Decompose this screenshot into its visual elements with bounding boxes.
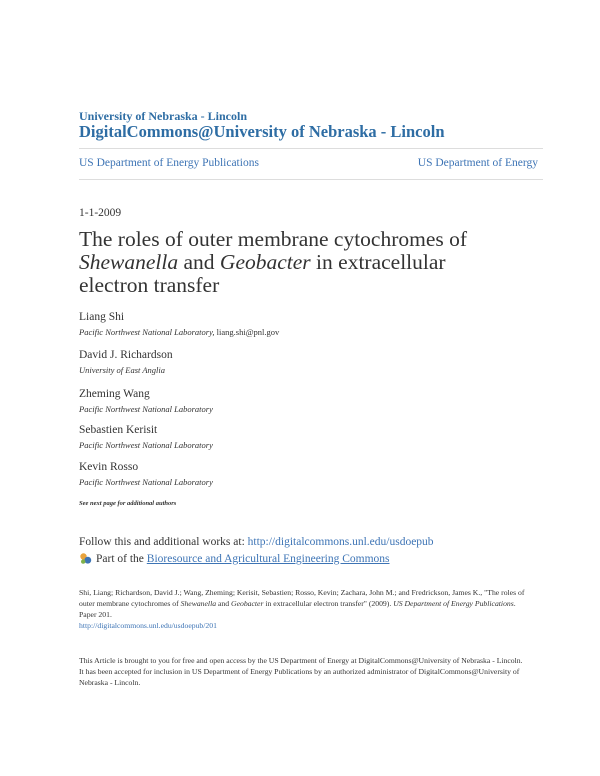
citation-text-3: in extracellular electron transfer" (2009). (263, 599, 394, 608)
commons-network-icon (79, 552, 92, 565)
citation-url-link[interactable]: http://digitalcommons.unl.edu/usdoepub/201 (79, 621, 217, 630)
header-divider-bottom (79, 179, 543, 180)
author-affiliation: Pacific Northwest National Laboratory (79, 440, 213, 450)
article-title (79, 228, 519, 297)
author-affiliation: University of East Anglia (79, 365, 166, 375)
author-email: liang.shi@pnl.gov (216, 327, 280, 337)
author-affiliation: Pacific Northwest National Laboratory (79, 477, 213, 487)
citation-block (79, 587, 527, 631)
citation-italic-shewanella: Shewanella (180, 599, 217, 608)
author-name: Zheming Wang (79, 388, 150, 400)
author-name: Kevin Rosso (79, 461, 139, 473)
additional-authors-note: See next page for additional authors (79, 500, 177, 507)
title-text-1: The roles of outer membrane cytochromes of (79, 227, 468, 251)
access-notice: This Article is brought to you for free and open access by the US Department of Energy at DigitalCommons@University of Nebraska - Lincoln. It has been accepted for inclusion in US Department of Energy Publications by an authorized administrator of DigitalCommons@University of Nebraska - Lincoln. (79, 656, 523, 687)
publication-date: 1-1-2009 (79, 207, 122, 219)
author-affiliation (79, 327, 279, 337)
title-italic-shewanella: Shewanella (79, 250, 179, 274)
repository-link[interactable]: DigitalCommons@University of Nebraska - Lincoln (79, 122, 445, 141)
commons-link[interactable]: Bioresource and Agricultural Engineering Commons (146, 552, 390, 565)
title-text-3: in extracellular electron transfer (79, 250, 446, 297)
citation-text-2: and (216, 599, 232, 608)
citation-text-1: Shi, Liang; Richardson, David J.; Wang, Zheming; Kerisit, Sebastien; Rosso, Kevin; Zachara, John M.; and Fredrickson, James K., "The roles of outer membrane cytochromes of (79, 588, 525, 608)
follow-line (79, 536, 434, 548)
institution-link[interactable]: University of Nebraska - Lincoln (79, 109, 247, 123)
header-divider-top (79, 148, 543, 149)
collection-url-link[interactable]: http://digitalcommons.unl.edu/usdoepub (247, 536, 434, 548)
part-of-line (79, 552, 390, 565)
title-italic-geobacter: Geobacter (219, 250, 311, 274)
author-name: David J. Richardson (79, 349, 173, 361)
author-name: Liang Shi (79, 311, 125, 323)
citation-italic-series: US Department of Energy Publications (393, 599, 514, 608)
follow-label: Follow this and additional works at: (79, 536, 248, 548)
author-affiliation: Pacific Northwest National Laboratory (79, 404, 213, 414)
affiliation-text: Pacific Northwest National Laboratory (79, 327, 213, 337)
citation-italic-geobacter: Geobacter (231, 599, 264, 608)
part-of-label: Part of the (96, 552, 144, 565)
affiliation-separator: , (212, 327, 217, 337)
citation-text-4: . Paper 201. (79, 599, 516, 619)
collection-link-publications[interactable]: US Department of Energy Publications (79, 157, 259, 169)
title-text-2: and (178, 250, 220, 274)
author-name: Sebastien Kerisit (79, 424, 158, 436)
collection-link-department[interactable]: US Department of Energy (417, 157, 538, 169)
